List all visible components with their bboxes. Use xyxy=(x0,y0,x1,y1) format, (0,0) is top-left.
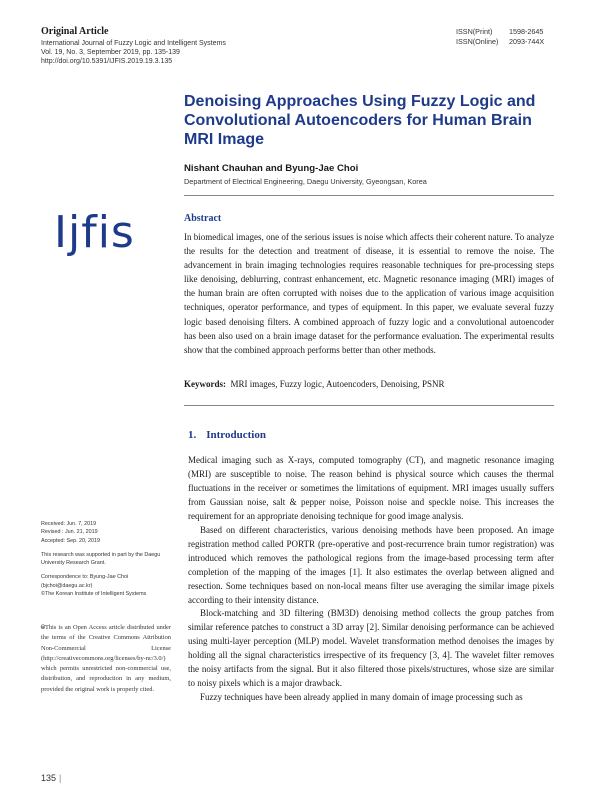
abstract-heading: Abstract xyxy=(184,213,222,224)
paragraph: Based on different characteristics, various denoising methods have been proposed. An image registration method called PORTR (pre-operative and post-recurrence brain tumor registration) was introduced which removes the pathological regions from the image-based processing term after completion of the mapping of the images [1]. It also estimates the overlap between aligned and resection. Some techniques based on non-local means filter use averaging the similar image pixels according to their intensity distance. xyxy=(188,524,554,605)
section-title: Introduction xyxy=(206,429,266,441)
received-date: Received: Jun. 7, 2019 xyxy=(41,521,97,527)
keywords-line xyxy=(184,379,554,389)
correspondence: Correspondence to: Byung-Jae Choi xyxy=(41,574,129,581)
revised-date: Revised : Jun. 21, 2019 xyxy=(41,529,98,536)
journal-header xyxy=(41,26,341,66)
page-number xyxy=(41,773,61,783)
issn-online: 2093-744X xyxy=(509,37,545,46)
article-metadata xyxy=(41,520,176,598)
cc-icon: 🅭 xyxy=(41,624,45,631)
paragraph: Medical imaging such as X-rays, computed tomography (CT), and magnetic resonance imaging (MRI) are susceptible to noise. The reason behind is physical source which causes the thermal fluctuations in the receiver or sometimes the limitations of equipment. MRI images usually suffers from Gaussian noise, salt & pepper noise, Poisson noise and speckle noise. This increases the requirement for an appropriate denoising technique for good image analysis. xyxy=(188,455,554,521)
page-separator: | xyxy=(59,773,62,783)
journal-name: International Journal of Fuzzy Logic and Intelligent Systems xyxy=(41,40,226,47)
volume-info: Vol. 19, No. 3, September 2019, pp. 135-139 xyxy=(41,49,180,56)
funding-note: This research was supported in part by the Daegu University Research Grant. xyxy=(41,551,161,567)
section-number: 1. xyxy=(188,429,197,441)
divider-middle xyxy=(184,405,554,406)
abstract-text: In biomedical images, one of the serious issues is noise which affects their coherent nature. To analyze the results for the detection and treatment of disease, it is essential to remove the noise. The advancement in brain imaging technologies requires reasonable techniques for pre-processing steps like denoising, deblurring, contrast enhancement, etc. Magnetic resonance imaging (MRI) images of the human brain are often corrupted with noises due to the application of various image acquisition techniques, operator performance, and types of equipment. In this paper, we evaluate several fuzzy logic based denoising filters. A combined approach of fuzzy logic and a convolutional autoencoder has been also used on a brain image dataset for the performance evaluation. The experimental results show that the combined approach performs better than other methods. xyxy=(184,232,554,355)
issn-print: 1598-2645 xyxy=(509,27,544,36)
accepted-date: Accepted: Sep. 20, 2019 xyxy=(41,537,101,544)
license-note xyxy=(41,623,171,695)
divider-top xyxy=(184,195,554,196)
article-title: Denoising Approaches Using Fuzzy Logic and Convolutional Autoencoders for Human Brain MRI Image xyxy=(184,93,536,148)
paragraph: Block-matching and 3D filtering (BM3D) denoising method collects the group patches from similar reference patches to construct a 3D array [2]. Similar denoising performance can be achieved using multi-layer perception (MLP) model. Wavelet transformation method denoises the images by holding all the signal characteristics irrespective of its frequency [3, 4]. The wavelet filter removes the noisy artifacts from the signal. But it also filtered those pixels/structures, whose size are similar to noisy pixels which is a major drawback. xyxy=(188,608,554,689)
article-authors: Nishant Chauhan and Byung-Jae Choi xyxy=(184,163,359,174)
issn-block xyxy=(456,27,544,47)
article-type: Original Article xyxy=(41,26,109,37)
license-text: This is an Open Access article distributed under the terms of the Creative Commons Attribution Non-Commercial License (http://creativecommons.org/licenses/by-nc/3.0/) which permits unrestricted non-commercial use, distribution, and reproduction in any medium, provided the original work is properly cited. xyxy=(41,624,171,693)
keywords-label: Keywords: xyxy=(184,379,226,389)
issn-print-label: ISSN(Print) xyxy=(456,27,493,36)
keywords-value: MRI images, Fuzzy logic, Autoencoders, Denoising, PSNR xyxy=(230,379,445,389)
paragraph: Fuzzy techniques have been already applied in many domain of image processing such as xyxy=(200,692,523,703)
issn-online-label: ISSN(Online) xyxy=(456,37,499,46)
doi-link[interactable]: http://doi.org/10.5391/IJFIS.2019.19.3.135 xyxy=(41,58,173,65)
section-body xyxy=(188,454,554,705)
journal-logo: Ijfis xyxy=(54,207,135,258)
copyright: ©The Korean Institute of Intelligent Systems xyxy=(41,591,147,598)
page-number-value: 135 xyxy=(41,773,57,783)
section-heading xyxy=(188,429,266,441)
correspondence-email[interactable]: (bjchoi@daegu.ac.kr) xyxy=(41,582,93,589)
article-affiliation: Department of Electrical Engineering, Daegu University, Gyeongsan, Korea xyxy=(184,177,427,186)
